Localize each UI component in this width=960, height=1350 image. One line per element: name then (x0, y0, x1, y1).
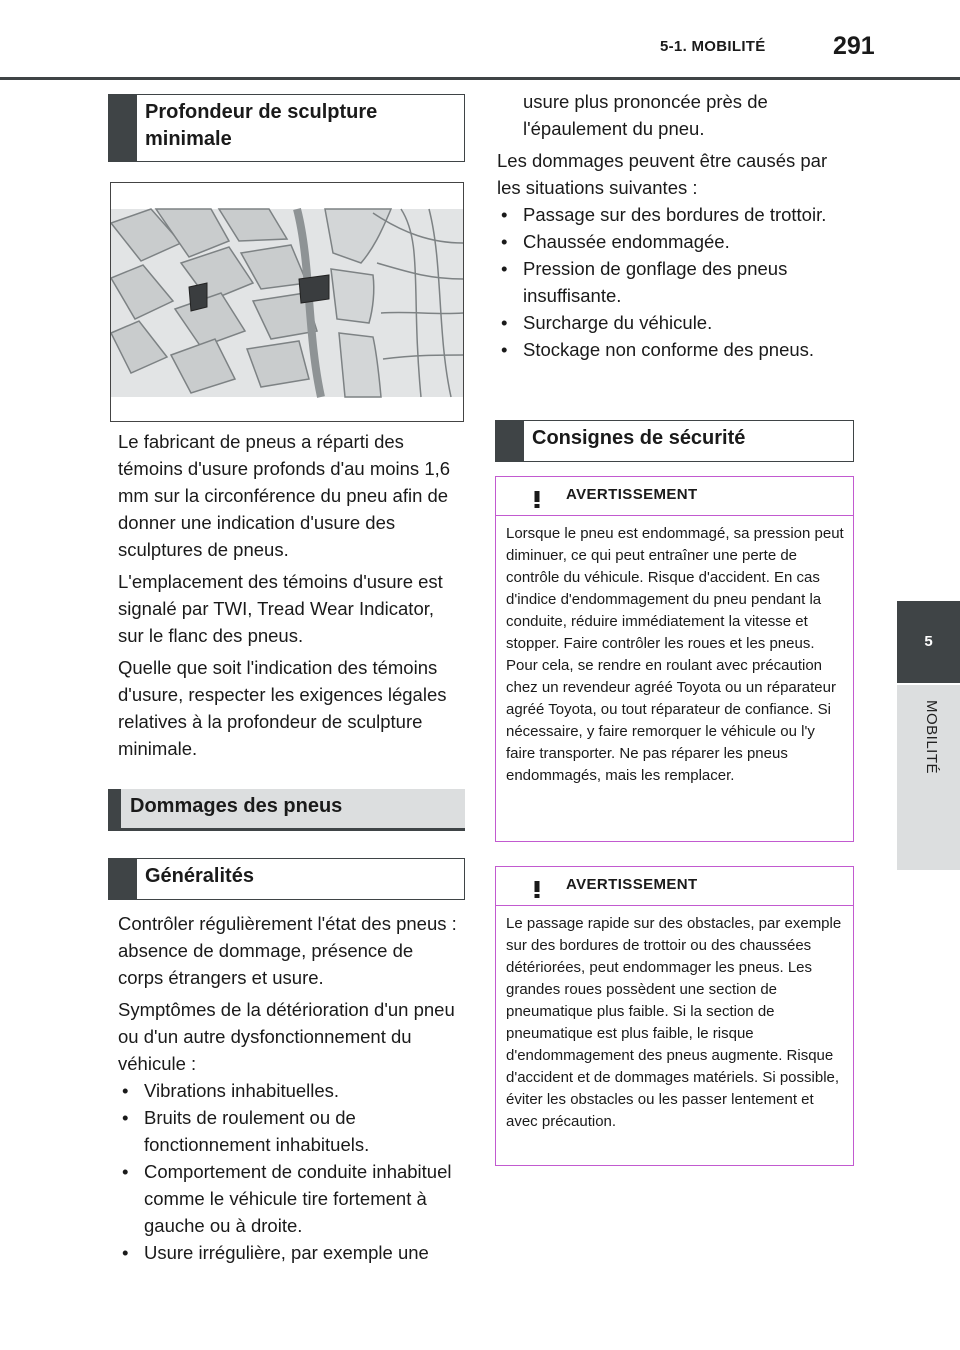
paragraph: L'emplacement des témoins d'usure est signalé par TWI, Tread Wear Indicator, sur le flanc des pneus. (118, 571, 443, 646)
list-item: • Bruits de roulement ou de fonctionnement inhabituels. (118, 1104, 463, 1158)
running-header: 5-1. MOBILITÉ (660, 38, 766, 55)
heading-bar (108, 789, 121, 831)
list-item: • Surcharge du véhicule. (497, 309, 842, 336)
paragraph: Symptômes de la détérioration d'un pneu ou d'un autre dysfonctionnement du véhicule : (118, 999, 455, 1074)
warning-title: AVERTISSEMENT (566, 876, 698, 893)
warning-header (496, 477, 853, 516)
header-rule (0, 77, 960, 80)
list-item: • Usure irrégulière, par exemple une (118, 1239, 463, 1266)
list-item: • Comportement de conduite inhabituel comme le véhicule tire fortement à gauche ou à droite. (118, 1158, 463, 1239)
symptom-list (118, 1077, 463, 1266)
heading-text: Profondeur de sculpture minimale (145, 101, 378, 150)
warning-title: AVERTISSEMENT (566, 486, 698, 503)
heading-bar (109, 859, 137, 899)
text-block-tread (118, 428, 463, 762)
page-number: 291 (833, 32, 875, 60)
paragraph: Les dommages peuvent être causés par les situations suivantes : (497, 150, 828, 198)
paragraph: Le fabricant de pneus a réparti des témoins d'usure profonds d'au moins 1,6 mm sur la circonférence du pneu afin de donner une indication d'usure des sculptures de pneus. (118, 431, 451, 560)
warning-text: Lorsque le pneu est endommagé, sa pression peut diminuer, ce qui peut entraîner une perte de contrôle du véhicule. Risque d'accident. En cas d'indice d'endommagement du pneu pendant la conduite, réduire immédiatement la vitesse et stopper. Faire contrôler les roues et les pneus. Pour cela, se rendre en roulant avec précaution chez un revendeur agréé Toyota ou un réparateur agréé Toyota, ou tout réparateur de confiance. Si nécessaire, y faire remorquer le véhicule ou l'y faire transporter. Ne pas réparer les pneus endommagés, mais les remplacer. (506, 525, 844, 784)
chapter-tab-label: MOBILITÉ (923, 700, 940, 775)
heading-tread-depth (108, 94, 465, 162)
list-item: • Passage sur des bordures de trottoir. (497, 201, 842, 228)
list-item: • Pression de gonflage des pneus insuffisante. (497, 255, 842, 309)
paragraph: Contrôler régulièrement l'état des pneus : absence de dommage, présence de corps étrangers et usure. (118, 913, 457, 988)
list-item: • Vibrations inhabituelles. (118, 1077, 463, 1104)
list-item: • Chaussée endommagée. (497, 228, 842, 255)
warning-box-1 (495, 476, 854, 842)
warning-text: Le passage rapide sur des obstacles, par exemple sur des bordures de trottoir ou des chaussées détériorées, peut endommager les pneus. Les grandes roues possèdent une section de pneumatique plus faible. Si la section de pneumatique est plus faible, le risque d'endommagement des pneus augmente. Risque d'accident et de dommages matériels. Si possible, éviter les obstacles ou les passer lentement et avec précaution. (506, 915, 842, 1130)
chapter-tab-number[interactable]: 5 (897, 601, 960, 683)
heading-bar (496, 421, 524, 461)
heading-text: Dommages des pneus (130, 795, 343, 817)
tread-wear-figure (110, 182, 464, 422)
list-item: • Stockage non conforme des pneus. (497, 336, 842, 363)
warning-triangle-icon (522, 483, 552, 510)
warning-header (496, 867, 853, 906)
heading-text: Consignes de sécurité (532, 427, 746, 449)
continuation-text: usure plus prononcée près de l'épaulement du pneu. (523, 91, 768, 139)
warning-box-2 (495, 866, 854, 1166)
text-block-general (118, 910, 463, 1266)
tire-tread-illustration (111, 183, 463, 421)
warning-triangle-icon (522, 873, 552, 900)
heading-tire-damage (108, 789, 465, 831)
cause-list (497, 201, 842, 363)
heading-safety (495, 420, 854, 462)
heading-bar (109, 95, 137, 161)
heading-text: Généralités (145, 865, 254, 887)
heading-general (108, 858, 465, 900)
text-block-causes (497, 88, 842, 363)
paragraph: Quelle que soit l'indication des témoins d'usure, respecter les exigences légales relatives à la profondeur de sculpture minimale. (118, 657, 447, 759)
